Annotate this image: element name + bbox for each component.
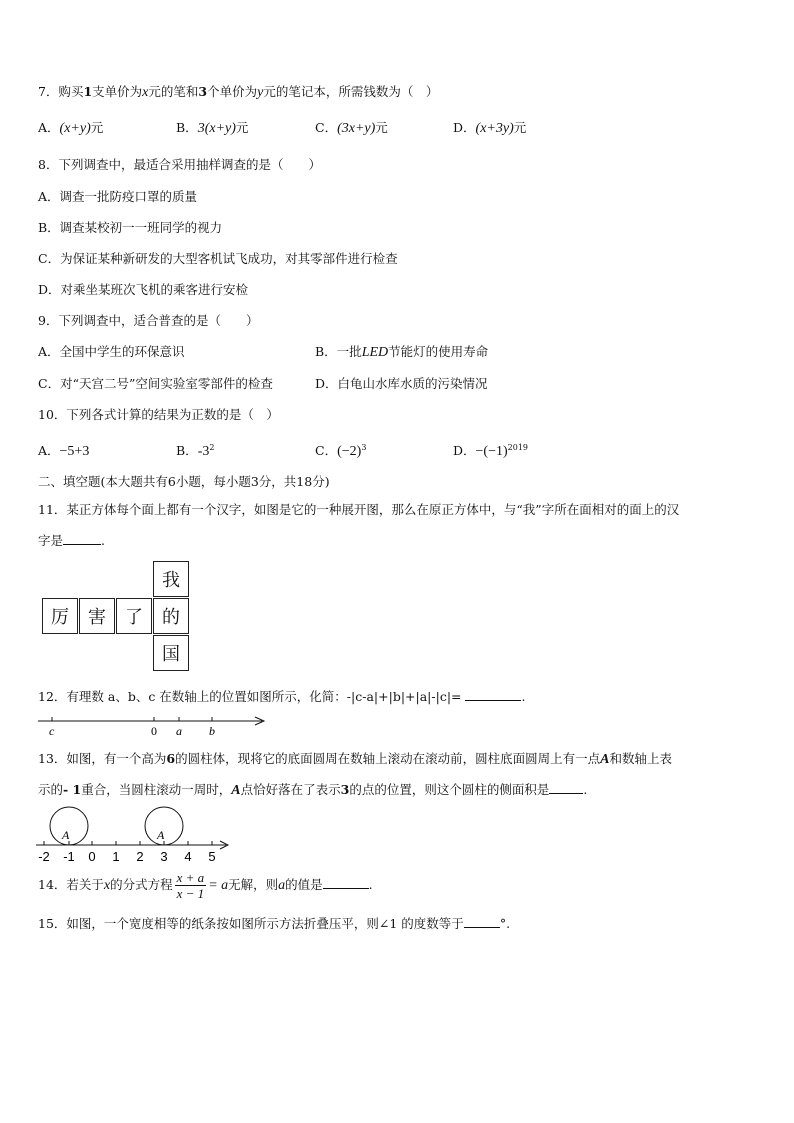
q9-stem: 9．下列调查中，适合普查的是（ ）	[38, 313, 259, 328]
q9-option-b: B．一批LED节能灯的使用寿命	[315, 344, 489, 360]
q8-option-b: B．调查某校初一一班同学的视力	[38, 220, 223, 235]
q13-tick-0: 0	[88, 849, 96, 864]
point-a-end: A	[157, 828, 165, 842]
q12-label-b: b	[209, 724, 215, 738]
section-heading: 二、填空题(本大题共有6小题，每小题3分，共18分)	[38, 474, 330, 489]
point-a-start: A	[62, 828, 70, 842]
cube-net-figure	[41, 561, 193, 673]
q10-option-a: A．−5+3	[38, 443, 90, 459]
q13-tick-3: 3	[160, 849, 168, 864]
q10-option-b: B．$-3^2$	[176, 442, 215, 459]
q8-option-d: D．对乘坐某班次飞机的乘客进行安检	[38, 282, 249, 297]
q7-stem: 7．购买1支单价为x元的笔和3个单价为y元的笔记本，所需钱数为（ ）	[38, 84, 439, 100]
net-cell-de: 的	[153, 598, 189, 634]
q12-stem: 12．有理数 a、b、c 在数轴上的位置如图所示，化简：-|c-a|+|b|+|a|-|c|= .	[38, 689, 526, 704]
q12-number-line	[36, 712, 272, 738]
q12-label-0: 0	[151, 724, 157, 738]
net-cell-li: 厉	[42, 598, 78, 634]
q10-stem: 10．下列各式计算的结果为正数的是（ ）	[38, 407, 279, 422]
q7-option-d: D．(x+3y)元	[453, 120, 527, 136]
q13-line1: 13．如图，有一个高为6的圆柱体，现将它的底面圆周在数轴上滚动在滚动前，圆柱底面圆周上有一点A和数轴上表	[38, 751, 672, 767]
q13-line2: 示的- 1重合，当圆柱滚动一周时，A点恰好落在了表示3的点的位置，则这个圆柱的侧面积是 .	[38, 782, 588, 798]
q14-stem: 14．若关于x的分式方程 $\frac{x + a}{x - 1}$ = a无解，则a的值是 .	[38, 870, 373, 901]
net-cell-hai: 害	[79, 598, 115, 634]
q7-option-a: A．(x+y)元	[38, 120, 104, 136]
q8-option-c: C．为保证某种新研发的大型客机试飞成功，对其零部件进行检查	[38, 251, 398, 266]
q9-option-d: D．白龟山水库水质的污染情况	[315, 376, 488, 391]
q9-option-a: A．全国中学生的环保意识	[38, 344, 185, 359]
q7-option-b: B．3(x+y)元	[176, 120, 249, 136]
q13-tick-1: 1	[112, 849, 120, 864]
q10-option-d: D．$-(-1)^{2019}$	[453, 442, 529, 459]
q13-tick-4: 4	[184, 849, 192, 864]
net-cell-le: 了	[116, 598, 152, 634]
q14-fraction: $\frac{x + a}{x - 1}$	[176, 870, 205, 901]
q10-option-c: C．$(-2)^3$	[315, 442, 367, 459]
q7-option-c: C．(3x+y)元	[315, 120, 388, 136]
q9-option-c: C．对“天宫二号”空间实验室零部件的检查	[38, 376, 273, 391]
q11-line1: 11．某正方体每个面上都有一个汉字，如图是它的一种展开图，那么在原正方体中，与“我”字所在面相对的面上的汉	[38, 502, 680, 517]
q13-tick-5: 5	[208, 849, 216, 864]
q13-tick--1: -1	[63, 849, 75, 864]
q13-tick--2: -2	[38, 849, 50, 864]
q15-stem: 15．如图，一个宽度相等的纸条按如图所示方法折叠压平，则∠1 的度数等于 °.	[38, 916, 511, 931]
q13-tick-2: 2	[136, 849, 144, 864]
q11-line2: 字是 .	[38, 533, 105, 548]
q13-number-line-figure	[34, 803, 234, 865]
q12-label-c: c	[49, 724, 55, 738]
net-cell-guo: 国	[153, 635, 189, 671]
q12-label-a: a	[176, 724, 182, 738]
q8-stem: 8．下列调查中，最适合采用抽样调查的是（ ）	[38, 157, 321, 172]
q8-option-a: A．调查一批防疫口罩的质量	[38, 189, 198, 204]
net-cell-wo: 我	[153, 561, 189, 597]
